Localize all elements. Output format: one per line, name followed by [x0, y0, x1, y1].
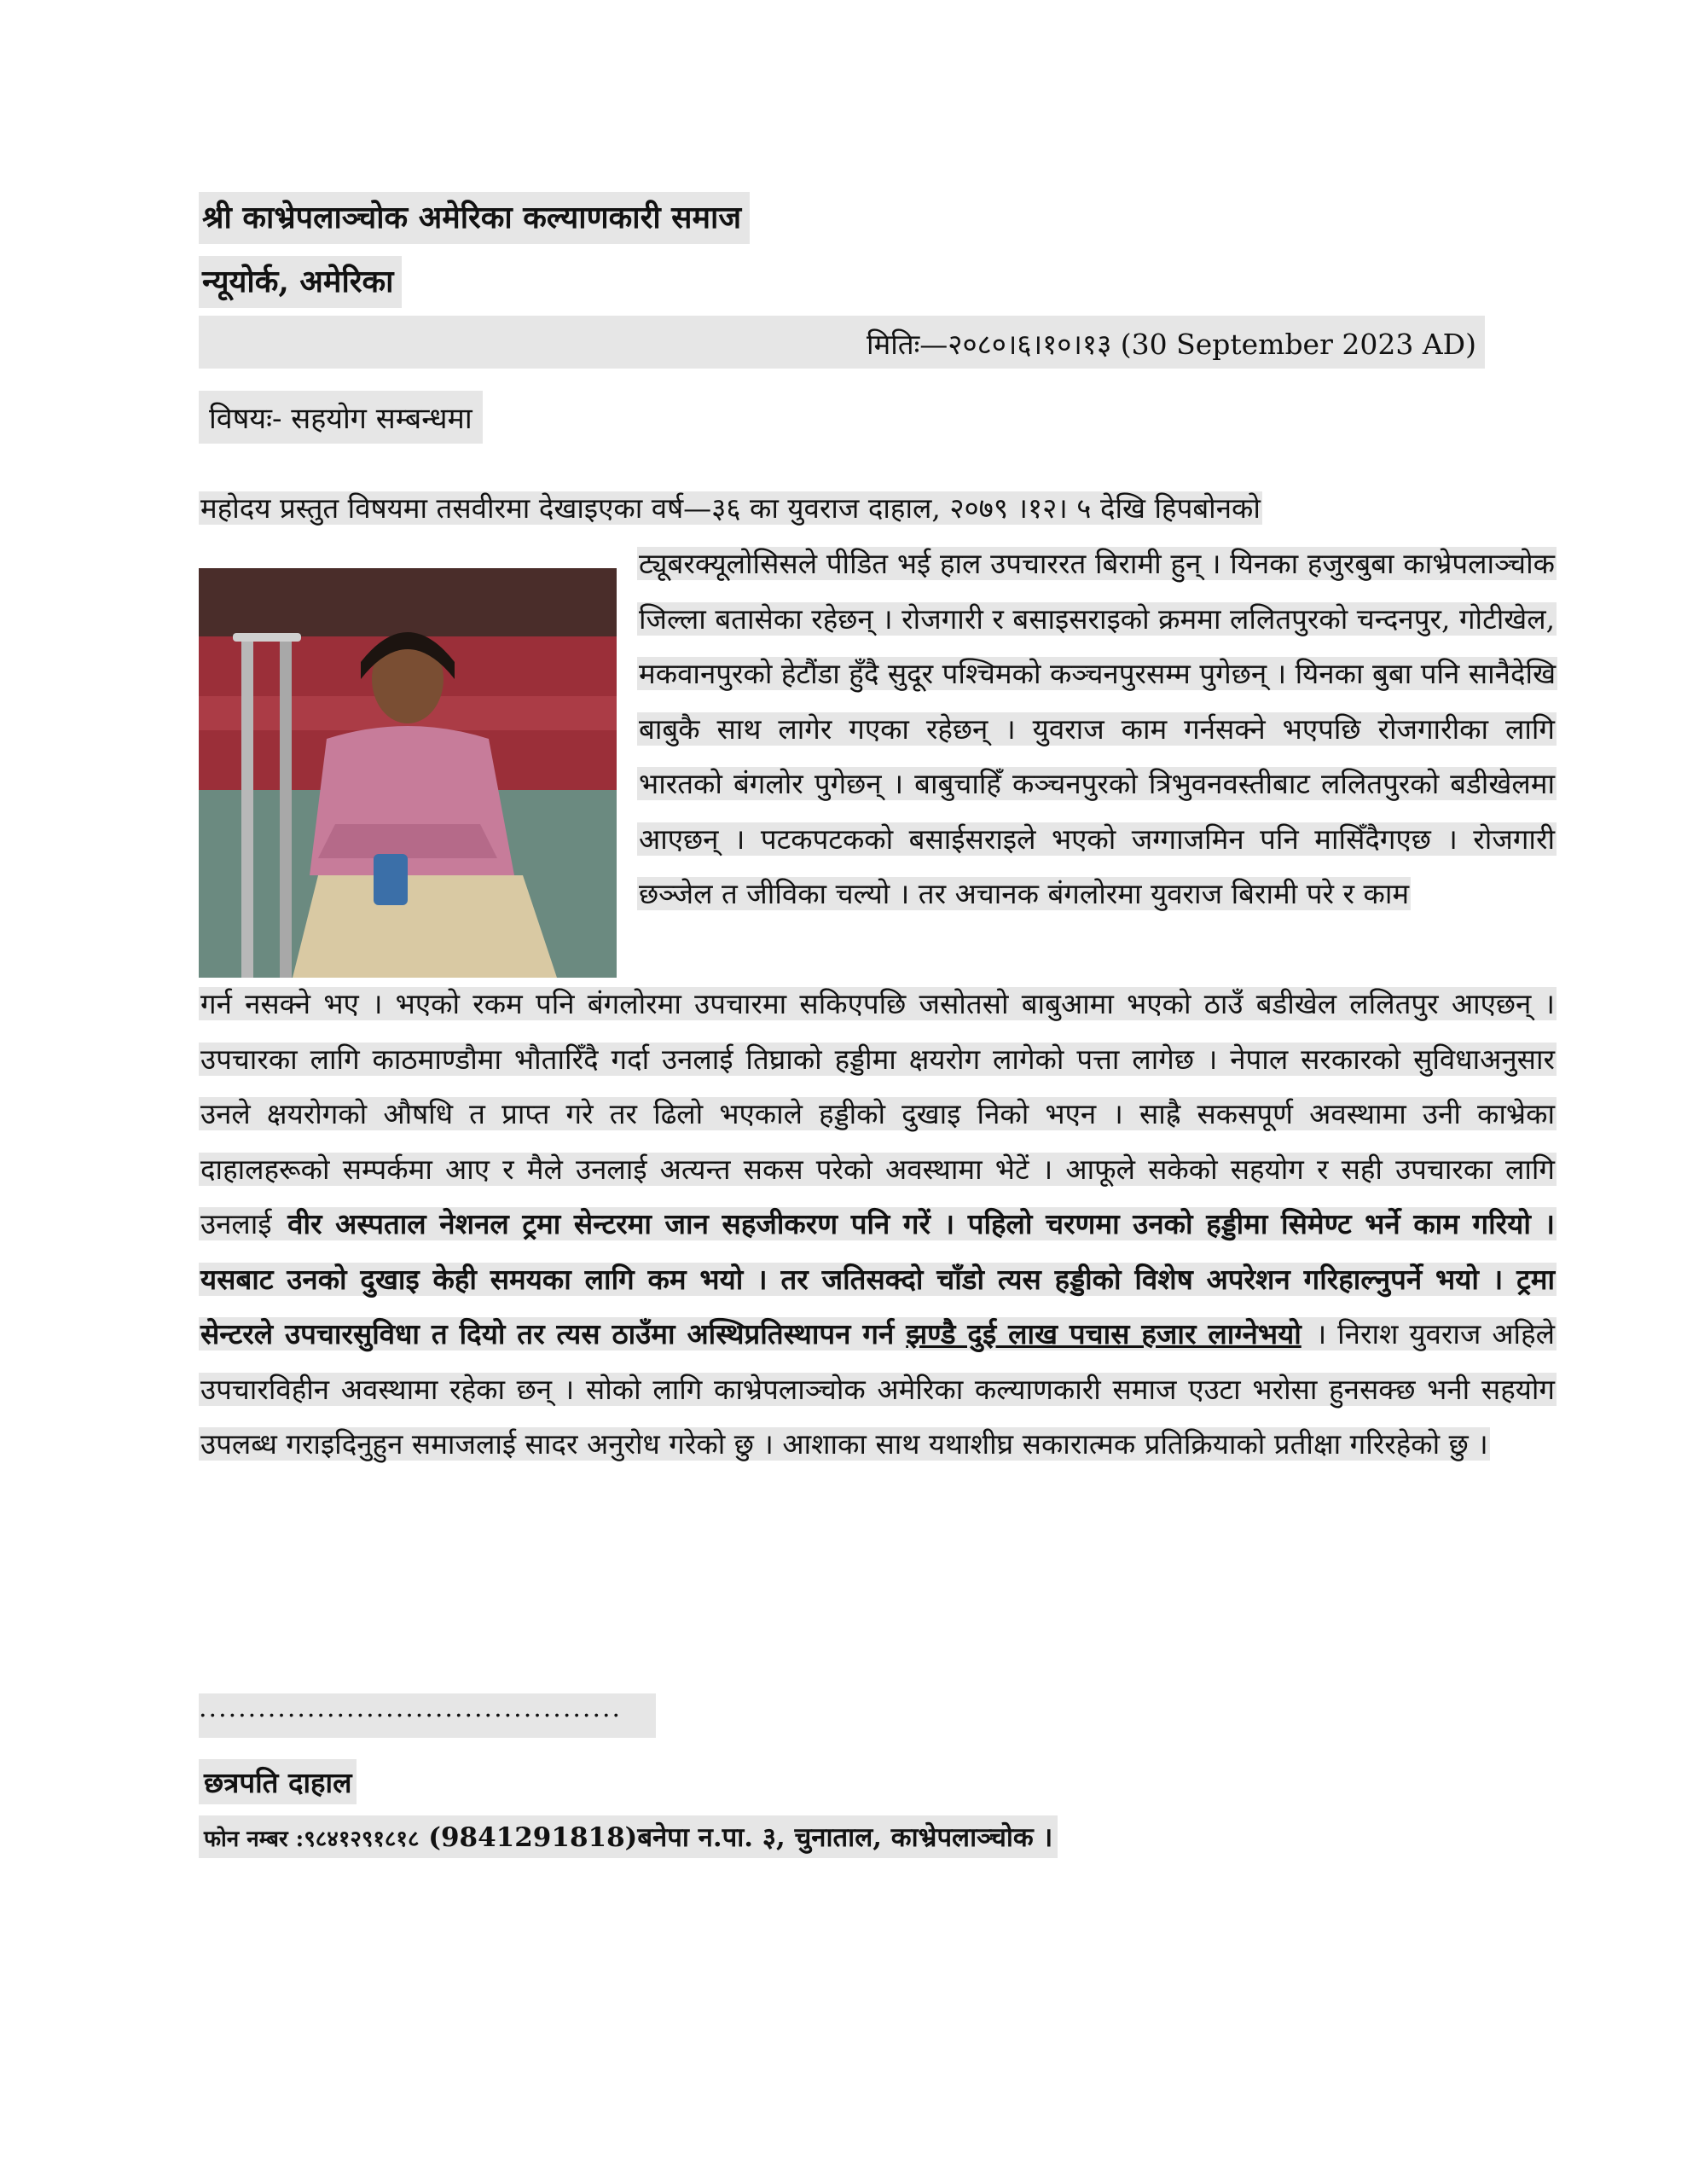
signatory-name: छत्रपति दाहाल [199, 1759, 357, 1804]
letter-date: मितिः—२०८०।६।१०।१३ (30 September 2023 AD) [866, 328, 1476, 361]
organization-name: श्री काभ्रेपलाञ्चोक अमेरिका कल्याणकारी समाज [199, 192, 750, 244]
patient-photo [199, 568, 617, 978]
phone-number: (9841291818) [428, 1822, 638, 1853]
body-rest-normal-1: गर्न नसक्ने भए । भएको रकम पनि बंगलोरमा उपचारमा सकिएपछि जसोतसो बाबुआमा भएको ठाउँ बडीखेल ललितपुर आएछन् । उपचारका लागि काठमाण्डौमा भौतारिँदै गर्दा उनलाई तिघ्राको हड्डीमा क्षयरोग लागेको पत्ता लागेछ । नेपाल सरकारको सुविधाअनुसार उनले क्षयरोगको औषधि त प्राप्त गरे तर ढिलो भएकाले हड्डीको दुखाइ निको भएन । साह्रै सकसपूर्ण अवस्थामा उनी काभ्रेका दाहालहरूको सम्पर्कमा आए र मैले उनलाई अत्यन्त सकस परेको अवस्थामा भेटें । आफूले सकेको सहयोग र सही उपचारका लागि उनलाई [200, 987, 1555, 1240]
body-rest-bold: वीर अस्पताल नेशनल ट्रमा सेन्टरमा जान सहजीकरण पनि गरें । पहिलो चरणमा उनको हड्डीमा सिमेण्ट भर्ने काम गरियो । यसबाट उनको दुखाइ केही समयका लागि कम भयो । तर जतिसक्दो चाँडो त्यस हड्डीको विशेष अपरेशन गरिहाल्नुपर्ने भयो । ट्रमा सेन्टरले उपचारसुविधा त दियो तर त्यस ठाउँमा अस्थिप्रतिस्थापन गर्न [200, 1207, 1555, 1350]
body-first-line [199, 481, 1557, 537]
signature-line: ........................................... [199, 1693, 656, 1738]
phone-label: फोन नम्बर :९८४१२९१८१८ [204, 1827, 420, 1852]
body-side-text-content: ट्यूबरक्यूलोसिसले पीडित भई हाल उपचाररत बिरामी हुन् । यिनका हजुरबुबा काभ्रेपलाञ्चोक जिल्ला बतासेका रहेछन् । रोजगारी र बसाइसराइको क्रममा ललितपुरको चन्दनपुर, गोटीखेल, मकवानपुरको हेटौंडा हुँदै सुदूर पश्चिमको कञ्चनपुरसम्म पुगेछन् । यिनका बुबा पनि सानैदेखि बाबुकै साथ लागेर गएका रहेछन् । युवराज काम गर्नसक्ने भएपछि रोजगारीका लागि भारतको बंगलोर पुगेछन् । बाबुचाहिँ कञ्चनपुरको त्रिभुवनवस्तीबाट ललितपुरको बडीखेलमा आएछन् । पटकपटकको बसाईसराइले भएको जग्गाजमिन पनि मासिँदैगएछ । रोजगारी छञ्जेल त जीविका चल्यो । तर अचानक बंगलोरमा युवराज बिरामी परे र काम [639, 547, 1557, 910]
body-remaining-text [199, 977, 1557, 1472]
signatory-address: बनेपा न.पा. ३, चुनाताल, काभ्रेपलाञ्चोक । [637, 1822, 1053, 1853]
body-rest-normal-2: । निराश युवराज अहिले उपचारविहीन अवस्थामा रहेका छन् । सोको लागि काभ्रेपलाञ्चोक अमेरिका कल्याणकारी समाज एउटा भरोसा हुनसक्छ भनी सहयोग उपलब्ध गराइदिनुहुन समाजलाई सादर अनुरोध गरेको छु । आशाका साथ यथाशीघ्र सकारात्मक प्रतिक्रियाको प्रतीक्षा गरिरहेको छु । [200, 1317, 1555, 1461]
patient-photo-illustration [199, 568, 617, 978]
letter-subject: विषयः- सहयोग सम्बन्धमा [199, 391, 483, 444]
date-bar [199, 316, 1485, 369]
body-side-text [637, 537, 1557, 922]
body-first-line-text: महोदय प्रस्तुत विषयमा तसवीरमा देखाइएका वर्ष—३६ का युवराज दाहाल, २०७९ ।१२। ५ देखि हिपबोनको [200, 491, 1261, 525]
contact-line [199, 1815, 1058, 1858]
organization-location: न्यूयोर्क, अमेरिका [199, 256, 402, 308]
body-rest-bold-underlined: झण्डै दुई लाख पचास हजार लाग्नेभयो [906, 1317, 1301, 1350]
